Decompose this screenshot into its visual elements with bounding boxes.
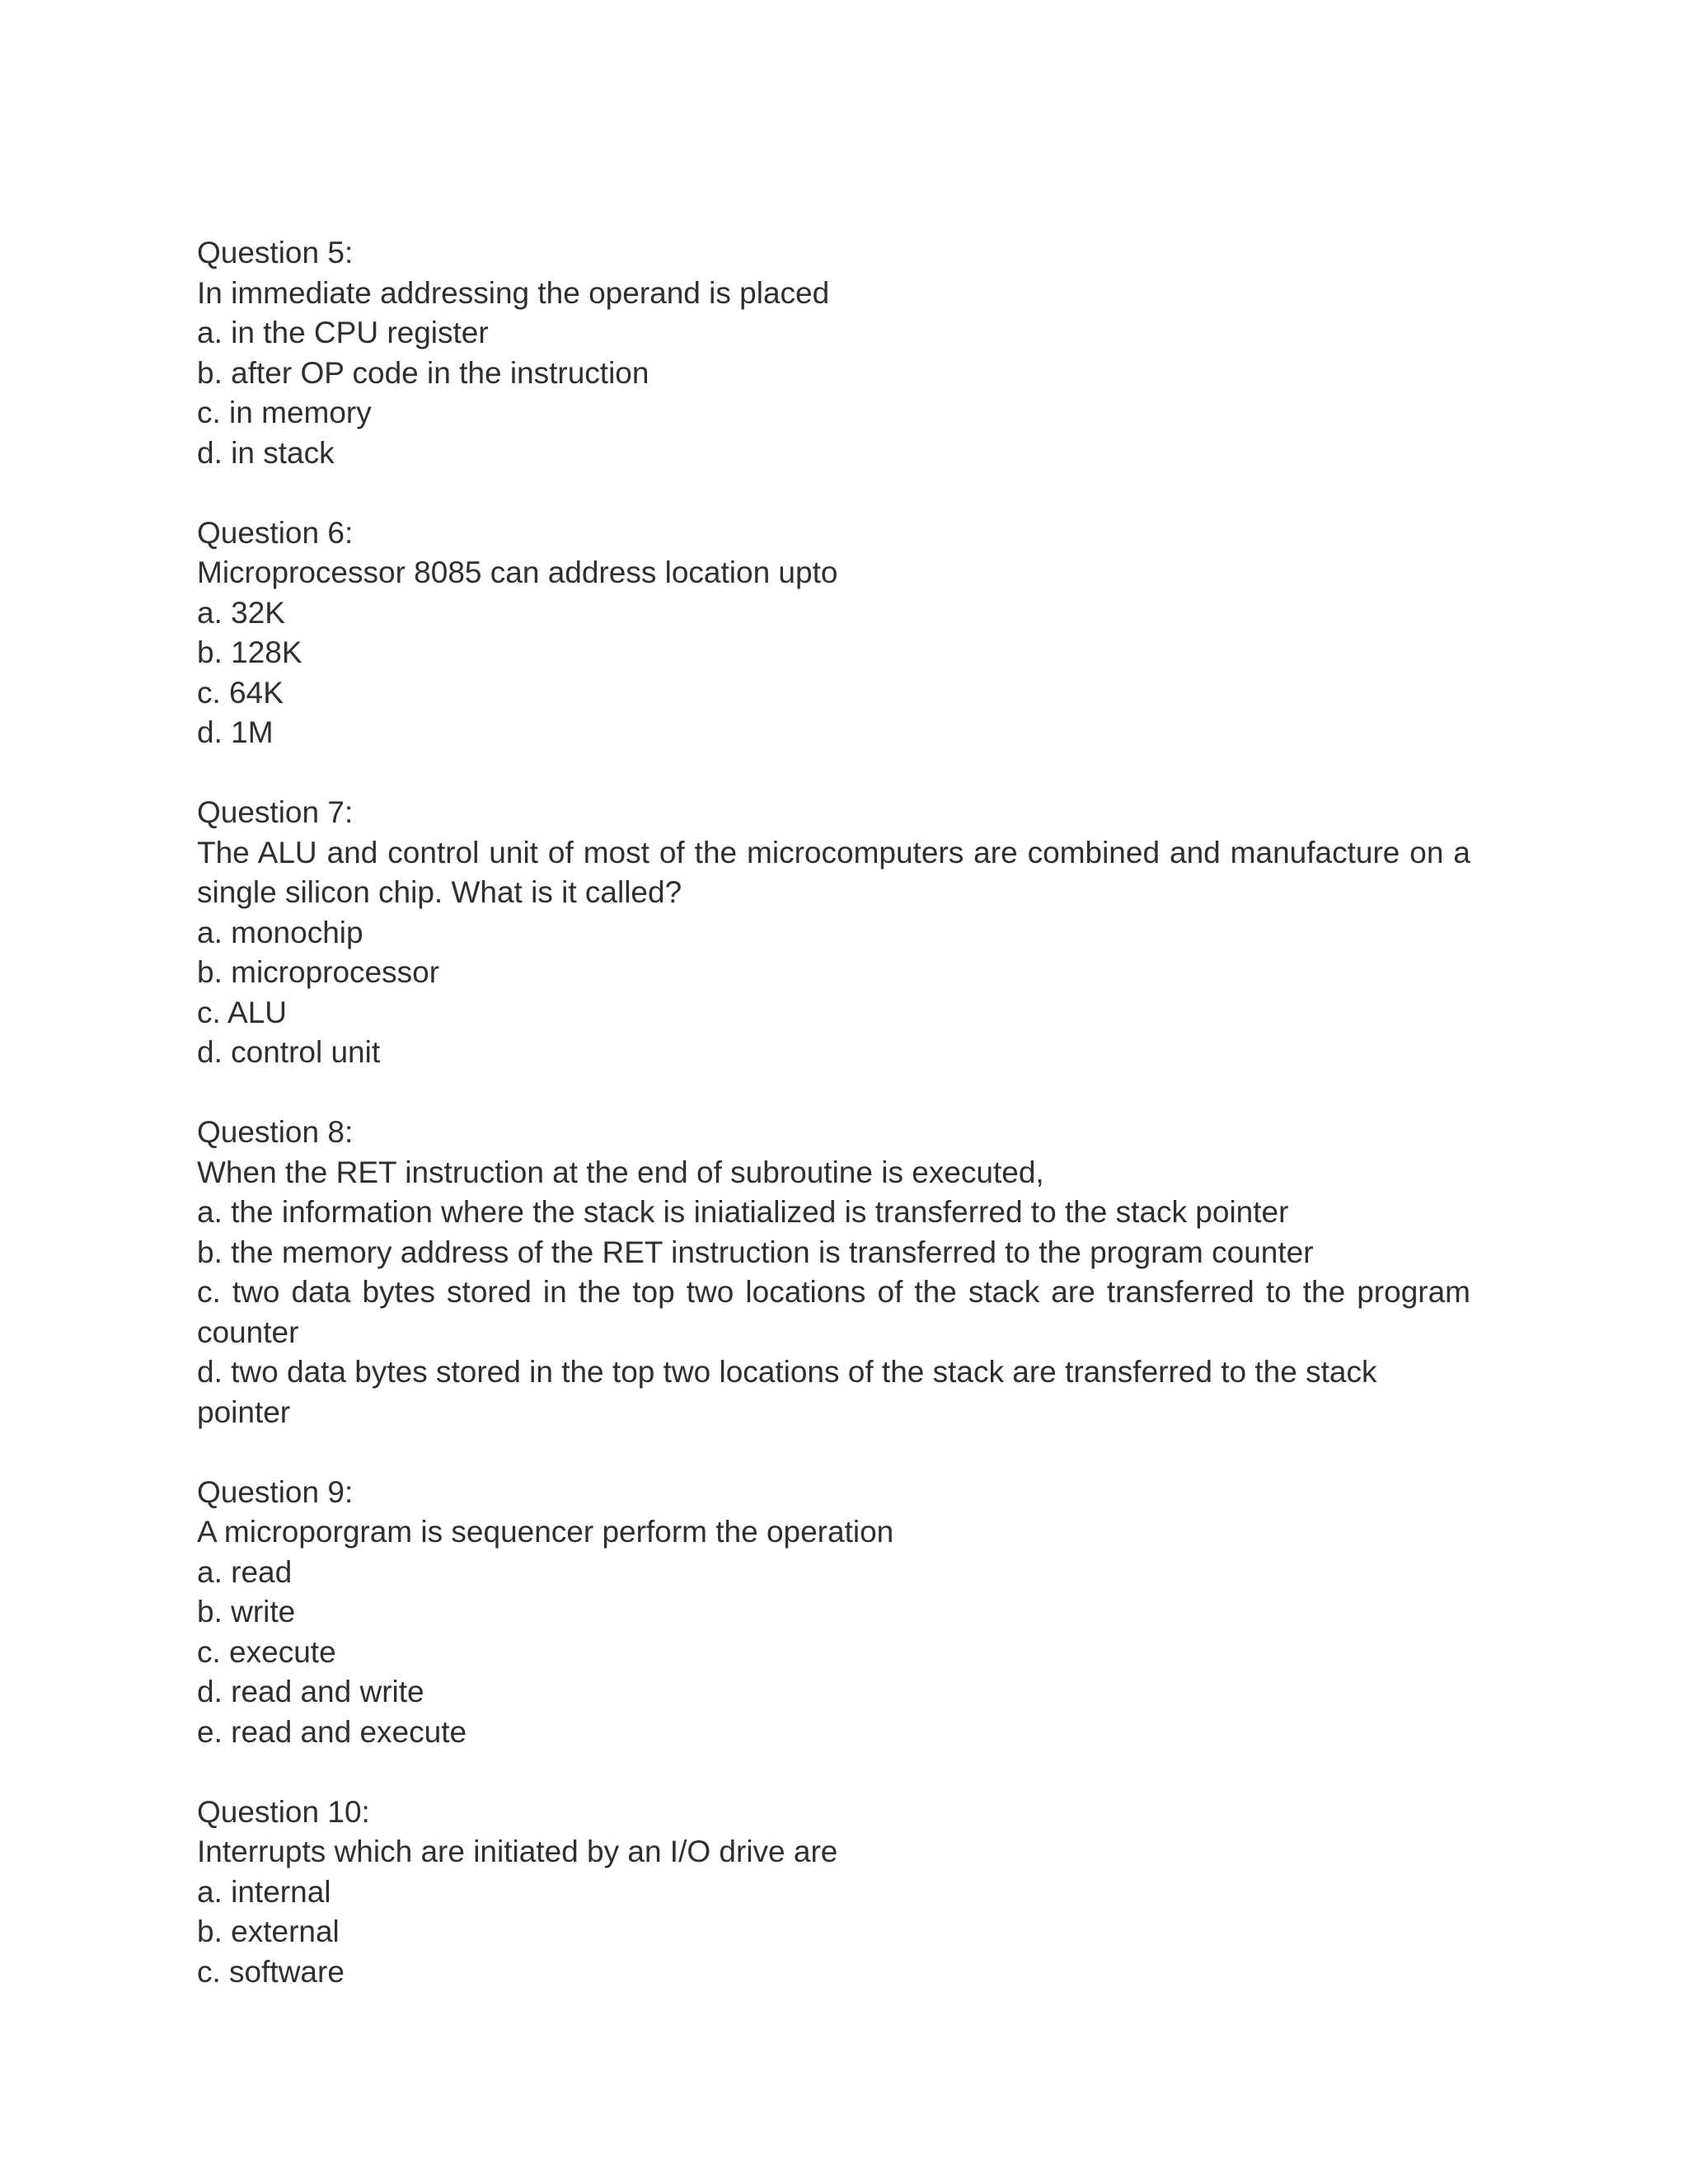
question-list bbox=[197, 233, 1470, 2032]
answer-option: b. 128K bbox=[197, 635, 302, 669]
question-heading: Question 8: bbox=[197, 1115, 354, 1149]
question-heading: Question 9: bbox=[197, 1474, 354, 1509]
question-prompt: A microporgram is sequencer perform the operation bbox=[197, 1515, 894, 1549]
answer-option: d. in stack bbox=[197, 435, 335, 470]
answer-option: d. control unit bbox=[197, 1035, 381, 1069]
answer-option: d. read and write bbox=[197, 1675, 424, 1708]
question-9 bbox=[197, 1473, 1470, 1753]
answer-option: a. in the CPU register bbox=[197, 316, 489, 349]
answer-option: c. ALU bbox=[197, 995, 287, 1029]
answer-option: a. read bbox=[197, 1554, 293, 1589]
question-8 bbox=[197, 1113, 1470, 1432]
question-10 bbox=[197, 1793, 1470, 1993]
question-prompt: The ALU and control unit of most of the microcomputers are combined and manufacture on a single silicon chip. What is it called? bbox=[197, 835, 1470, 909]
question-prompt: When the RET instruction at the end of subroutine is executed, bbox=[197, 1155, 1044, 1189]
answer-option: c. two data bytes stored in the top two locations of the stack are transferred to the program counter bbox=[197, 1275, 1470, 1349]
question-heading: Question 7: bbox=[197, 795, 354, 829]
answer-option: c. 64K bbox=[197, 675, 284, 710]
answer-option: b. after OP code in the instruction bbox=[197, 355, 649, 390]
answer-option: a. monochip bbox=[197, 915, 363, 949]
answer-option: a. internal bbox=[197, 1874, 331, 1909]
question-heading: Question 6: bbox=[197, 515, 354, 550]
question-7 bbox=[197, 793, 1470, 1073]
question-heading: Question 10: bbox=[197, 1794, 370, 1829]
answer-option: c. software bbox=[197, 1954, 345, 1989]
answer-option: b. external bbox=[197, 1915, 340, 1948]
answer-option: d. 1M bbox=[197, 715, 274, 749]
question-prompt: Interrupts which are initiated by an I/O drive are bbox=[197, 1835, 838, 1868]
answer-option: b. write bbox=[197, 1595, 296, 1629]
answer-option: b. microprocessor bbox=[197, 955, 440, 989]
question-prompt: In immediate addressing the operand is placed bbox=[197, 275, 830, 310]
question-5 bbox=[197, 233, 1470, 473]
answer-option: a. the information where the stack is iniatialized is transferred to the stack pointer bbox=[197, 1195, 1289, 1229]
question-6 bbox=[197, 513, 1470, 753]
answer-option: c. execute bbox=[197, 1634, 336, 1669]
answer-option: d. two data bytes stored in the top two locations of the stack are transferred to the stack pointer bbox=[197, 1355, 1377, 1429]
answer-option: e. read and execute bbox=[197, 1714, 467, 1749]
question-heading: Question 5: bbox=[197, 236, 354, 269]
question-prompt: Microprocessor 8085 can address location upto bbox=[197, 555, 838, 589]
answer-option: c. in memory bbox=[197, 396, 372, 429]
answer-option: a. 32K bbox=[197, 595, 285, 630]
answer-option: b. the memory address of the RET instruction is transferred to the program counter bbox=[197, 1235, 1314, 1269]
